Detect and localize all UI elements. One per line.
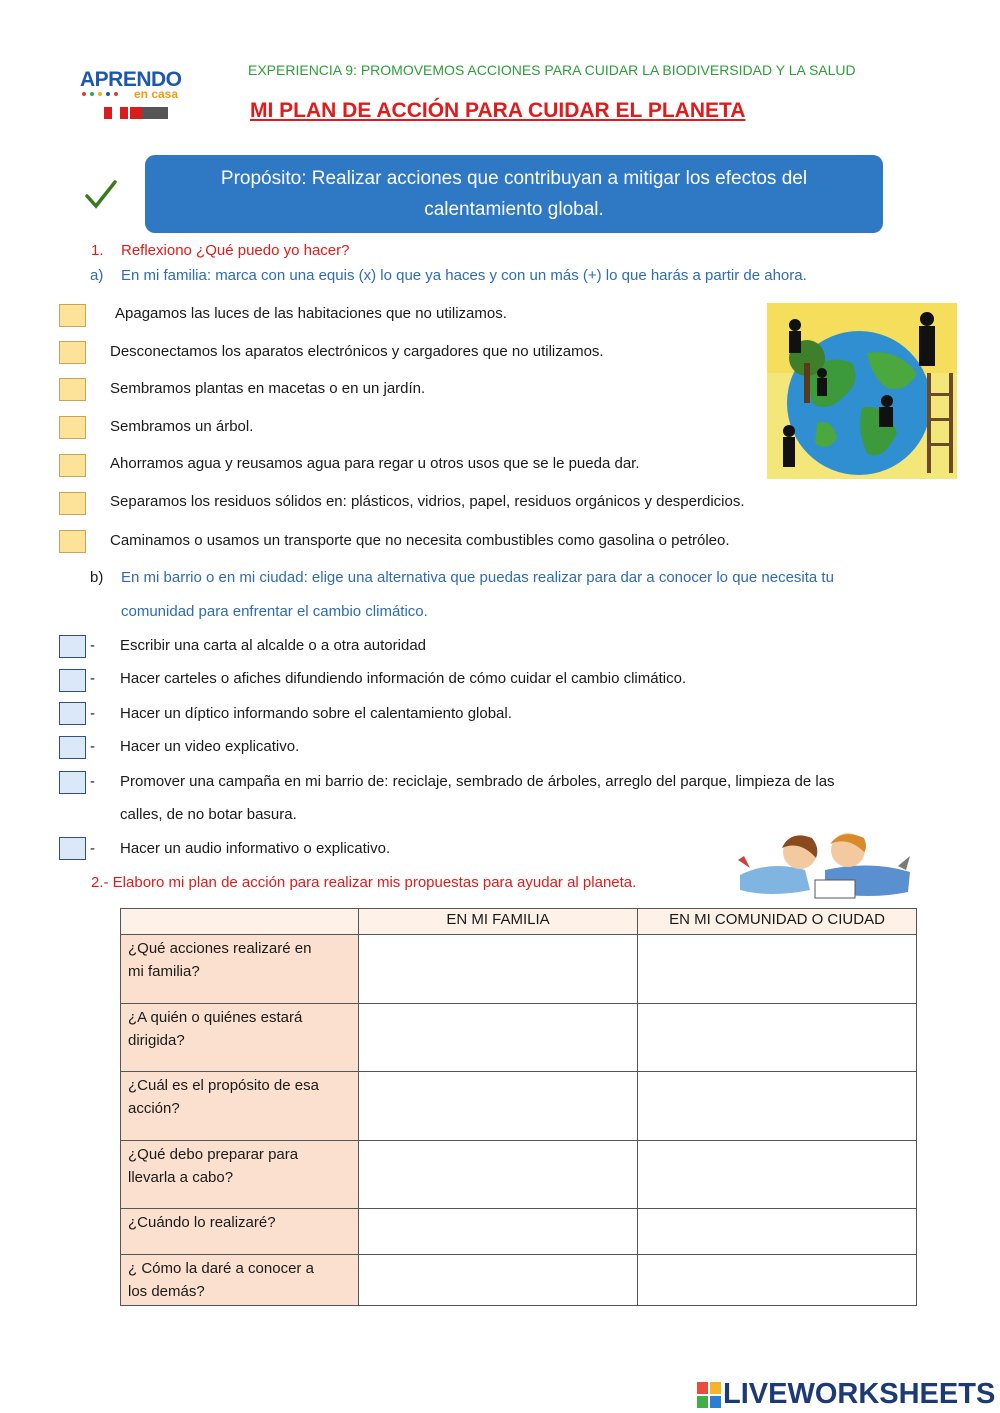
family-answer-cell[interactable] [359,1004,638,1072]
logo-dots-icon [80,90,130,98]
city-dash-4: - [90,738,95,755]
question-line: llevarla a cabo? [128,1169,234,1186]
aprendo-en-casa-logo [80,68,190,123]
community-answer-cell[interactable] [638,1209,917,1255]
question-line: ¿Cuál es el propósito de esa [128,1077,319,1094]
city-item-3: Hacer un díptico informando sobre el calentamiento global. [120,705,512,722]
table-row [121,1141,917,1209]
purpose-line-1: Propósito: Realizar acciones que contribuyan a mitigar los efectos del [220,168,808,189]
liveworksheets-badge-icon [697,1382,721,1408]
city-dash-5: - [90,773,95,790]
question-line: ¿Qué debo preparar para [128,1146,299,1163]
question-line: mi familia? [128,963,200,980]
community-answer-cell[interactable] [638,1004,917,1072]
family-checkbox-6[interactable] [59,492,86,515]
family-item-3: Sembramos plantas en macetas o en un jardín. [110,380,426,397]
question-cell [121,1072,359,1141]
logo-bottom-text: en casa [134,87,179,101]
logo-top-text: APRENDO [80,68,182,91]
family-item-1: Apagamos las luces de las habitaciones que no utilizamos. [115,305,507,322]
city-item-4: Hacer un video explicativo. [120,738,300,755]
earth-care-illustration [767,303,957,479]
header-community: EN MI COMUNIDAD O CIUDAD [638,909,917,935]
city-checkbox-6[interactable] [59,837,86,860]
liveworksheets-text: LIVEWORKSHEETS [723,1378,996,1410]
community-answer-cell[interactable] [638,1072,917,1141]
table-row [121,1255,917,1306]
sub-b-instructions-line1: En mi barrio o en mi ciudad: elige una alternativa que puedas realizar para dar a conocer lo que necesita tu [121,569,834,586]
table-row [121,1209,917,1255]
city-item-5-continued: calles, de no botar basura. [120,806,297,823]
family-answer-cell[interactable] [359,1072,638,1141]
question-line: ¿Qué acciones realizaré en [128,940,312,957]
family-item-4: Sembramos un árbol. [110,418,254,435]
question-line: dirigida? [128,1032,185,1049]
family-answer-cell[interactable] [359,1255,638,1306]
header-family: EN MI FAMILIA [359,909,638,935]
checkmark-icon [84,178,118,212]
purpose-line-2: calentamiento global. [424,199,604,220]
family-item-7: Caminamos o usamos un transporte que no necesita combustibles como gasolina o petróleo. [110,532,730,549]
section1-number: 1. [91,242,104,259]
ministry-flag-icon [104,107,168,119]
table-row [121,935,917,1004]
city-dash-3: - [90,705,95,722]
section1-heading: Reflexiono ¿Qué puedo yo hacer? [121,242,350,259]
family-answer-cell[interactable] [359,1209,638,1255]
sub-b-instructions-line2: comunidad para enfrentar el cambio climático. [121,603,428,620]
city-checkbox-5[interactable] [59,771,86,794]
city-item-5: Promover una campaña en mi barrio de: reciclaje, sembrado de árboles, arreglo del parque, limpieza de las [120,773,835,790]
city-item-1: Escribir una carta al alcalde o a otra autoridad [120,637,427,654]
question-cell [121,1004,359,1072]
experience-title: EXPERIENCIA 9: PROMOVEMOS ACCIONES PARA CUIDAR LA BIODIVERSIDAD Y LA SALUD [248,62,856,78]
question-line: ¿Cuándo lo realizaré? [128,1214,276,1231]
city-checkbox-3[interactable] [59,702,86,725]
family-checkbox-4[interactable] [59,416,86,439]
family-checkbox-7[interactable] [59,530,86,553]
sub-a-instructions: En mi familia: marca con una equis (x) lo que ya haces y con un más (+) lo que harás a partir de ahora. [121,267,807,284]
family-answer-cell[interactable] [359,935,638,1004]
kids-reading-illustration [730,830,915,905]
table-header-row [121,909,917,935]
section2-heading: 2.- Elaboro mi plan de acción para realizar mis propuestas para ayudar al planeta. [91,874,637,891]
family-checkbox-3[interactable] [59,378,86,401]
liveworksheets-logo [697,1378,995,1412]
table-row [121,1004,917,1072]
page-title: MI PLAN DE ACCIÓN PARA CUIDAR EL PLANETA [250,99,746,122]
header-empty [121,909,359,935]
family-item-6: Separamos los residuos sólidos en: plásticos, vidrios, papel, residuos orgánicos y desperdicios. [110,493,745,510]
family-checkbox-2[interactable] [59,341,86,364]
city-item-2: Hacer carteles o afiches difundiendo información de cómo cuidar el cambio climático. [120,670,687,687]
question-cell [121,935,359,1004]
community-answer-cell[interactable] [638,1141,917,1209]
table-row [121,1072,917,1141]
sub-b-letter: b) [90,569,104,586]
city-checkbox-2[interactable] [59,669,86,692]
family-checkbox-1[interactable] [59,304,86,327]
purpose-box [145,155,883,233]
question-line: acción? [128,1100,180,1117]
family-answer-cell[interactable] [359,1141,638,1209]
family-item-2: Desconectamos los aparatos electrónicos y cargadores que no utilizamos. [110,343,604,360]
family-item-5: Ahorramos agua y reusamos agua para regar u otros usos que se le pueda dar. [110,455,640,472]
question-line: los demás? [128,1283,205,1300]
sub-a-letter: a) [90,267,104,284]
question-line: ¿ Cómo la daré a conocer a [128,1260,314,1277]
city-dash-6: - [90,840,95,857]
city-dash-2: - [90,670,95,687]
city-item-6: Hacer un audio informativo o explicativo. [120,840,391,857]
community-answer-cell[interactable] [638,1255,917,1306]
city-dash-1: - [90,637,95,654]
community-answer-cell[interactable] [638,935,917,1004]
action-plan-table [120,908,917,1306]
family-checkbox-5[interactable] [59,454,86,477]
question-line: ¿A quién o quiénes estará [128,1009,303,1026]
question-cell [121,1141,359,1209]
question-cell [121,1255,359,1306]
city-checkbox-1[interactable] [59,635,86,658]
question-cell [121,1209,359,1255]
city-checkbox-4[interactable] [59,736,86,759]
